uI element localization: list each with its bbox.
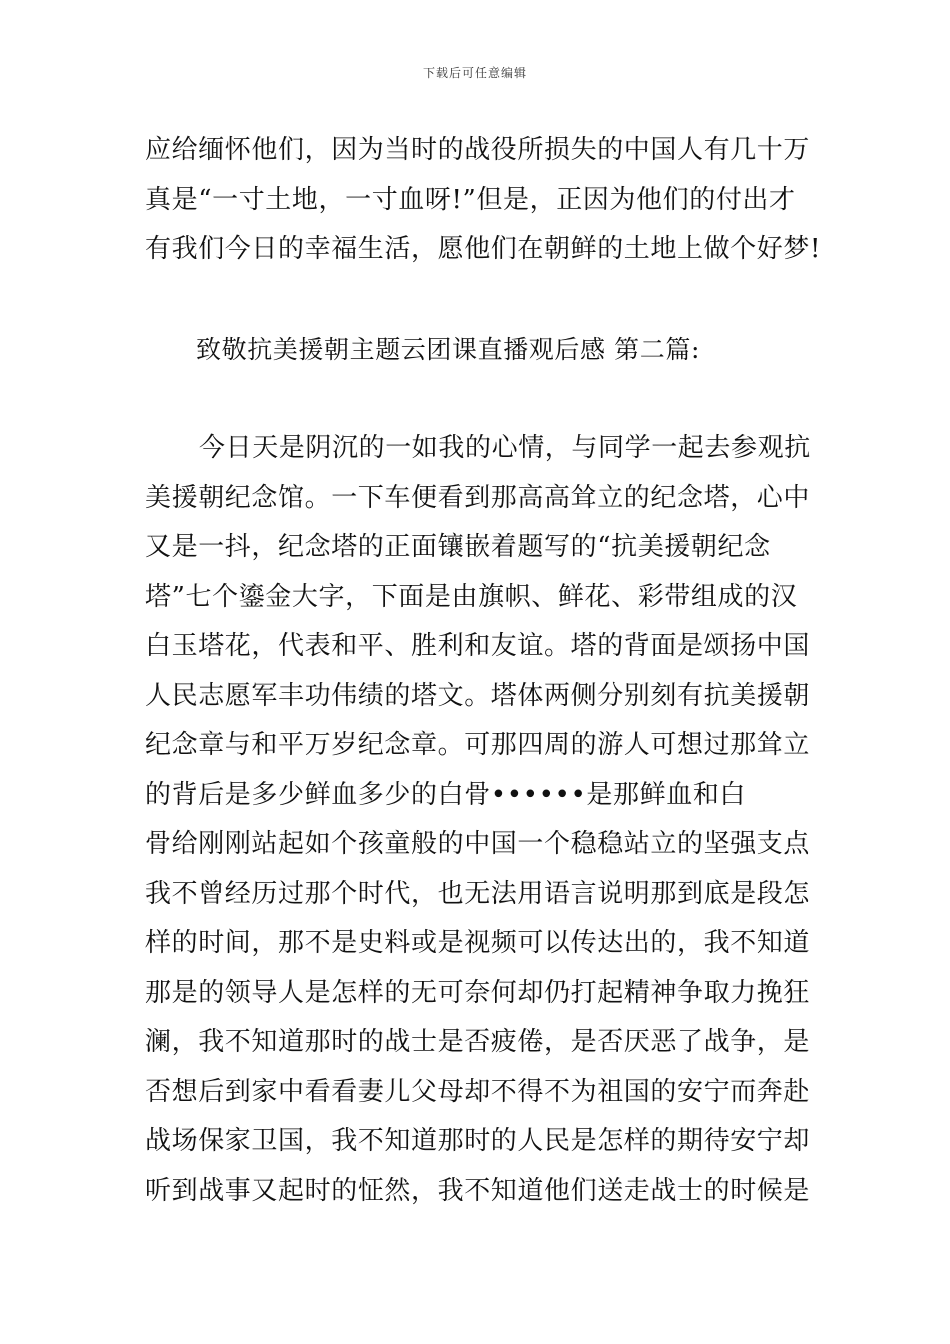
page-header: 下载后可任意编辑 bbox=[422, 66, 527, 80]
section-title: 致敬抗美援朝主题云团课直播观后感 第二篇: bbox=[196, 335, 700, 364]
paragraph-line: 人民志愿军丰功伟绩的塔文。塔体两侧分别刻有抗美援朝 bbox=[145, 680, 811, 711]
paragraph-line: 样的时间，那不是史料或是视频可以传达出的，我不知道 bbox=[145, 928, 811, 958]
paragraph-line: 又是一抖，纪念塔的正面镶嵌着题写的“抗美援朝纪念 bbox=[145, 532, 771, 562]
paragraph-line: 澜，我不知道那时的战士是否疲倦，是否厌恶了战争，是 bbox=[145, 1027, 811, 1057]
paragraph-2 bbox=[145, 424, 815, 1216]
paragraph-line: 应给缅怀他们，因为当时的战役所损失的中国人有几十万 bbox=[145, 135, 811, 165]
paragraph-line: 听到战事又起时的怔然，我不知道他们送走战士的时候是 bbox=[145, 1175, 811, 1206]
paragraph-line: 的背后是多少鲜血多少的白骨••••••是那鲜血和白 bbox=[145, 779, 747, 810]
paragraph-line: 那是的领导人是怎样的无可奈何却仍打起精神争取力挽狂 bbox=[145, 977, 811, 1008]
paragraph-line: 否想后到家中看看妻儿父母却不得不为祖国的安宁而奔赴 bbox=[145, 1076, 811, 1107]
paragraph-line: 有我们今日的幸福生活，愿他们在朝鲜的土地上做个好梦! bbox=[145, 234, 822, 264]
paragraph-line: 战场保家卫国，我不知道那时的人民是怎样的期待安宁却 bbox=[145, 1126, 811, 1156]
paragraph-1 bbox=[145, 126, 822, 275]
paragraph-line: 真是“一寸土地，一寸血呀!”但是，正因为他们的付出才 bbox=[145, 184, 796, 215]
paragraph-line: 塔”七个鎏金大字，下面是由旗帜、鲜花、彩带组成的汉 bbox=[145, 581, 798, 612]
paragraph-line: 白玉塔花，代表和平、胜利和友谊。塔的背面是颂扬中国 bbox=[145, 631, 811, 661]
paragraph-line: 美援朝纪念馆。一下车便看到那高高耸立的纪念塔，心中 bbox=[145, 482, 811, 513]
paragraph-line: 纪念章与和平万岁纪念章。可那四周的游人可想过那耸立 bbox=[145, 730, 811, 760]
paragraph-line: 骨给刚刚站起如个孩童般的中国一个稳稳站立的坚强支点 bbox=[145, 829, 811, 859]
paragraph-line: 今日天是阴沉的一如我的心情，与同学一起去参观抗 bbox=[199, 433, 811, 463]
paragraph-line: 我不曾经历过那个时代，也无法用语言说明那到底是段怎 bbox=[145, 878, 811, 909]
